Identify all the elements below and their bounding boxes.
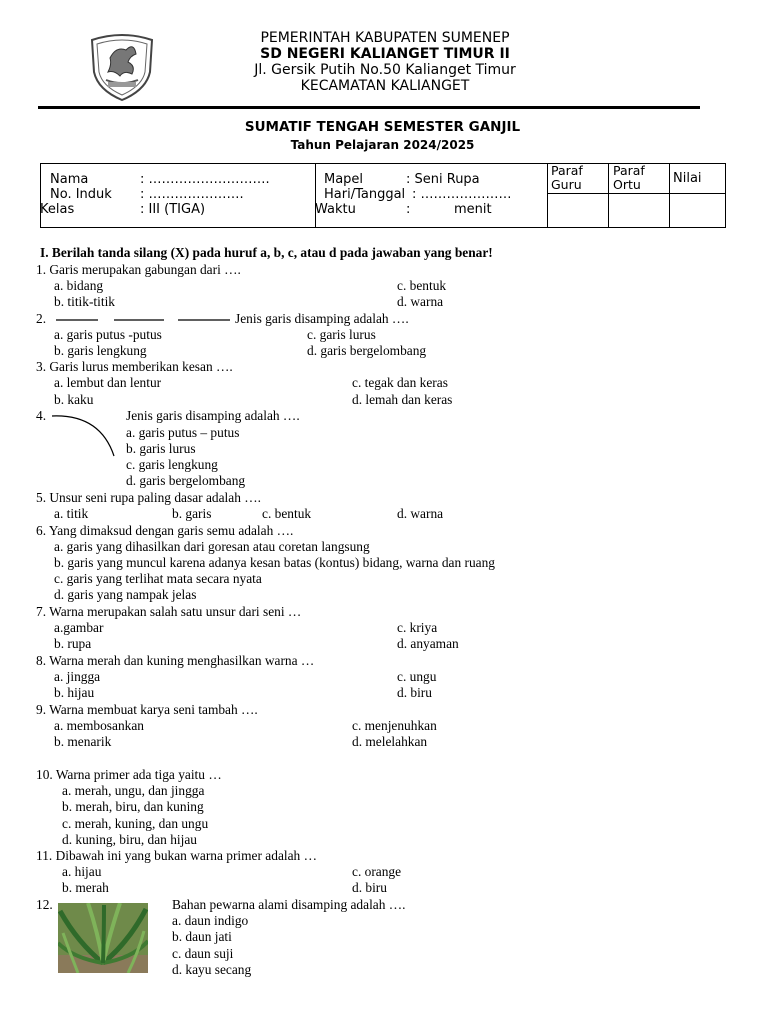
option-b[interactable]: b. garis: [172, 506, 212, 521]
paraf-ortu-label: Paraf Ortu: [613, 163, 645, 192]
question-text: Jenis garis disamping adalah ….: [126, 408, 300, 423]
option-a[interactable]: a. merah, ungu, dan jingga: [62, 783, 205, 798]
option-a[interactable]: a. membosankan: [54, 718, 144, 733]
header-line-1: PEMERINTAH KABUPATEN SUMENEP: [260, 30, 510, 46]
option-d[interactable]: d. biru: [397, 685, 432, 700]
exam-title: SUMATIF TENGAH SEMESTER GANJIL: [244, 119, 521, 135]
question-text: 5. Unsur seni rupa paling dasar adalah ….: [36, 490, 261, 505]
option-c[interactable]: c. garis lengkung: [126, 457, 218, 472]
option-b[interactable]: b. garis lurus: [126, 441, 196, 456]
induk-field[interactable]: : ………………….: [140, 187, 244, 202]
option-c[interactable]: c. garis yang terlihat mata secara nyata: [54, 571, 262, 586]
question-text: Jenis garis disamping adalah ….: [235, 311, 409, 326]
paraf-ortu-box[interactable]: [609, 194, 669, 227]
option-c[interactable]: c. garis lurus: [307, 327, 376, 342]
option-c[interactable]: c. kriya: [397, 620, 438, 635]
option-b[interactable]: b. menarik: [54, 734, 112, 749]
question-text: 6. Yang dimaksud dengan garis semu adalah ….: [36, 523, 294, 538]
nama-label: Nama: [50, 172, 89, 187]
option-d[interactable]: d. garis bergelombang: [307, 343, 427, 358]
option-d[interactable]: d. warna: [397, 506, 444, 521]
option-c[interactable]: c. menjenuhkan: [352, 718, 437, 733]
hari-label: Hari/Tanggal: [324, 187, 406, 202]
nama-field[interactable]: : ……………………….: [140, 172, 270, 187]
nilai-box[interactable]: [670, 194, 725, 227]
question-text: 7. Warna merupakan salah satu unsur dari seni …: [36, 604, 302, 619]
option-c[interactable]: c. merah, kuning, dan ungu: [62, 816, 209, 831]
mapel-value: : Seni Rupa: [406, 172, 480, 187]
option-a[interactable]: a. daun indigo: [172, 913, 249, 928]
question-text: 1. Garis merupakan gabungan dari ….: [36, 262, 241, 277]
mapel-label: Mapel: [324, 172, 364, 187]
paraf-guru-box[interactable]: [548, 194, 608, 227]
waktu-separator: :: [406, 202, 411, 217]
option-c[interactable]: c. orange: [352, 864, 402, 879]
option-b[interactable]: b. garis lengkung: [54, 343, 147, 358]
option-a[interactable]: a. garis putus -putus: [54, 327, 162, 342]
kelas-value: : III (TIGA): [140, 202, 206, 217]
waktu-label: Waktu: [315, 202, 356, 217]
exam-year: Tahun Pelajaran 2024/2025: [290, 138, 475, 152]
option-d[interactable]: d. garis yang nampak jelas: [54, 587, 197, 602]
option-b[interactable]: b. merah: [62, 880, 109, 895]
header-district: KECAMATAN KALIANGET: [300, 78, 470, 94]
option-a[interactable]: a. garis putus – putus: [126, 425, 240, 440]
option-c[interactable]: c. bentuk: [262, 506, 312, 521]
option-d[interactable]: d. lemah dan keras: [352, 392, 453, 407]
option-c[interactable]: c. bentuk: [397, 278, 447, 293]
curved-line-illustration: [50, 410, 120, 460]
option-a[interactable]: a. lembut dan lentur: [54, 375, 162, 390]
kelas-label: Kelas: [40, 202, 75, 217]
header-divider: [38, 106, 700, 109]
option-a[interactable]: a. hijau: [62, 864, 102, 879]
option-a[interactable]: a. jingga: [54, 669, 101, 684]
question-text: 8. Warna merah dan kuning menghasilkan warna …: [36, 653, 315, 668]
option-b[interactable]: b. titik-titik: [54, 294, 116, 309]
question-text: 10. Warna primer ada tiga yaitu …: [36, 767, 222, 782]
option-b[interactable]: b. kaku: [54, 392, 94, 407]
option-d[interactable]: d. garis bergelombang: [126, 473, 246, 488]
question-number: 4.: [36, 408, 47, 423]
option-a[interactable]: a.gambar: [54, 620, 104, 635]
option-b[interactable]: b. daun jati: [172, 929, 232, 944]
school-name: SD NEGERI KALIANGET TIMUR II: [260, 46, 510, 62]
nilai-label: Nilai: [673, 171, 702, 186]
school-address: Jl. Gersik Putih No.50 Kalianget Timur: [254, 62, 516, 78]
option-d[interactable]: d. kuning, biru, dan hijau: [62, 832, 198, 847]
option-d[interactable]: d. melelahkan: [352, 734, 428, 749]
hari-field[interactable]: : …………………: [412, 187, 512, 202]
dashed-line-illustration: [54, 312, 234, 326]
school-crest-icon: [86, 32, 158, 102]
paraf-guru-label: Paraf Guru: [551, 163, 583, 192]
option-d[interactable]: d. kayu secang: [172, 962, 252, 977]
question-number: 12.: [36, 897, 53, 912]
question-text: Bahan pewarna alami disamping adalah ….: [172, 897, 406, 912]
option-b[interactable]: b. rupa: [54, 636, 92, 651]
suji-leaf-plant-image: [58, 903, 148, 973]
option-b[interactable]: b. hijau: [54, 685, 95, 700]
induk-label: No. Induk: [50, 187, 112, 202]
option-b[interactable]: b. garis yang muncul karena adanya kesan batas (kontus) bidang, warna dan ruang: [54, 555, 495, 570]
option-a[interactable]: a. titik: [54, 506, 89, 521]
option-d[interactable]: d. biru: [352, 880, 387, 895]
question-text: 11. Dibawah ini yang bukan warna primer adalah …: [36, 848, 317, 863]
option-c[interactable]: c. tegak dan keras: [352, 375, 448, 390]
question-number: 2.: [36, 311, 47, 326]
option-d[interactable]: d. warna: [397, 294, 444, 309]
option-d[interactable]: d. anyaman: [397, 636, 459, 651]
option-b[interactable]: b. merah, biru, dan kuning: [62, 799, 204, 814]
waktu-value: menit: [454, 202, 492, 217]
question-text: 9. Warna membuat karya seni tambah ….: [36, 702, 258, 717]
question-text: 3. Garis lurus memberikan kesan ….: [36, 359, 233, 374]
option-c[interactable]: c. daun suji: [172, 946, 234, 961]
option-a[interactable]: a. bidang: [54, 278, 104, 293]
option-a[interactable]: a. garis yang dihasilkan dari goresan atau coretan langsung: [54, 539, 370, 554]
option-c[interactable]: c. ungu: [397, 669, 437, 684]
section-instruction: I. Berilah tanda silang (X) pada huruf a, b, c, atau d pada jawaban yang benar!: [40, 245, 493, 260]
